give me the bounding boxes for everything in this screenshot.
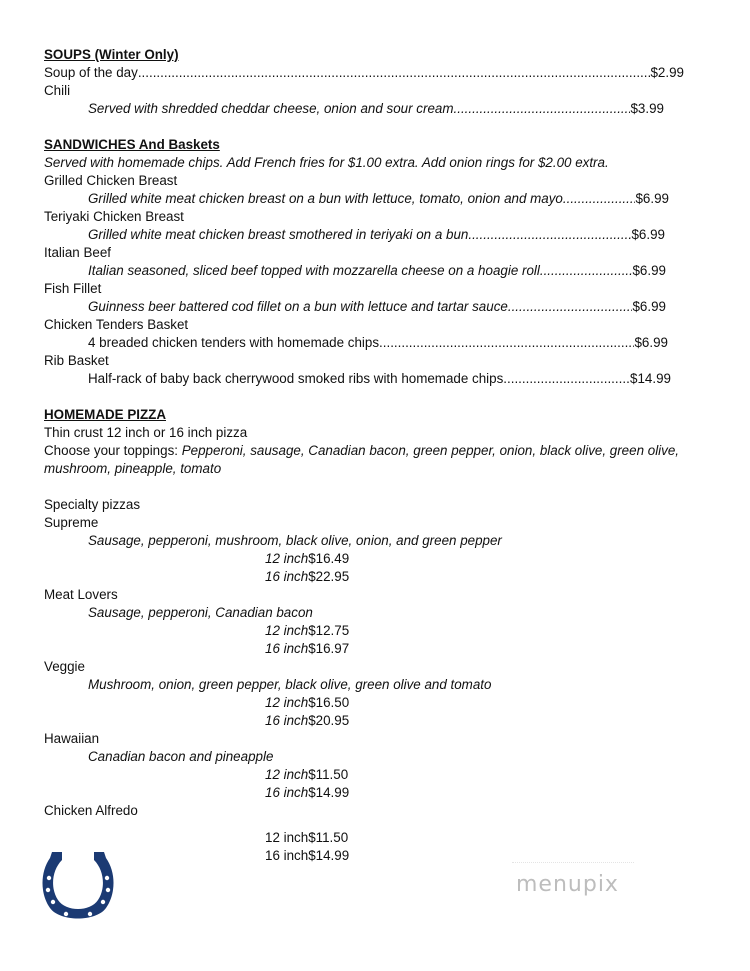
specialty-label: Specialty pizzas xyxy=(44,497,141,512)
item-price: $6.99 xyxy=(631,227,665,242)
size-label: 12 inch xyxy=(265,551,309,566)
menu-item-grilled-chicken xyxy=(44,190,669,208)
item-name: Supreme xyxy=(44,515,99,530)
item-desc: 4 breaded chicken tenders with homemade chips xyxy=(88,335,380,350)
size-label: 16 inch xyxy=(265,785,309,800)
size-label: 16 inch xyxy=(265,641,309,656)
price-row-12 xyxy=(265,766,631,784)
menupix-watermark: menupix xyxy=(516,872,619,897)
item-name: Meat Lovers xyxy=(44,587,118,602)
price-row-12 xyxy=(265,622,631,640)
menu-item-fish-fillet xyxy=(44,298,666,316)
size-label: 16 inch xyxy=(265,713,309,728)
menu-item-soup-of-the-day xyxy=(44,64,684,82)
item-price: $14.99 xyxy=(630,371,671,386)
item-price: $12.75 xyxy=(308,623,350,638)
item-desc: Sausage, pepperoni, Canadian bacon xyxy=(88,605,313,620)
item-name: Grilled Chicken Breast xyxy=(44,173,178,188)
size-label: 12 inch xyxy=(265,695,309,710)
menu-item-chili xyxy=(44,100,664,118)
pizza-toppings xyxy=(44,442,684,478)
item-price: $2.99 xyxy=(650,65,684,80)
leader-dots xyxy=(454,100,631,118)
price-row-12 xyxy=(265,829,633,847)
size-label: 12 inch xyxy=(265,830,309,845)
item-price: $14.99 xyxy=(308,848,350,863)
item-price: $16.49 xyxy=(308,551,350,566)
menu-item-rib-basket xyxy=(44,370,671,388)
price-row-16 xyxy=(265,784,631,802)
sandwiches-heading: SANDWICHES And Baskets xyxy=(44,137,220,152)
leader-dots xyxy=(563,190,636,208)
item-desc: Canadian bacon and pineapple xyxy=(88,749,274,764)
leader-dots xyxy=(379,334,634,352)
horseshoe-logo-icon xyxy=(40,848,116,926)
price-row-16 xyxy=(265,712,631,730)
item-price: $16.97 xyxy=(308,641,350,656)
item-name: Teriyaki Chicken Breast xyxy=(44,209,184,224)
item-price: $3.99 xyxy=(630,101,664,116)
price-row-16 xyxy=(265,568,631,586)
leader-dots xyxy=(468,226,631,244)
soups-heading: SOUPS (Winter Only) xyxy=(44,47,179,62)
leader-dots xyxy=(508,298,633,316)
item-price: $6.99 xyxy=(634,335,668,350)
size-label: 16 inch xyxy=(265,848,309,863)
sandwiches-note: Served with homemade chips. Add French fries for $1.00 extra. Add onion rings for $2.00 extra. xyxy=(44,155,609,170)
item-name: Soup of the day xyxy=(44,65,138,80)
item-desc: Half-rack of baby back cherrywood smoked ribs with homemade chips xyxy=(88,371,504,386)
item-desc: Sausage, pepperoni, mushroom, black olive, onion, and green pepper xyxy=(88,533,502,548)
leader-dots xyxy=(503,370,630,388)
menu-page xyxy=(44,46,684,865)
price-row-12 xyxy=(265,550,631,568)
item-price: $22.95 xyxy=(308,569,350,584)
menu-item-teriyaki-chicken xyxy=(44,226,665,244)
item-price: $6.99 xyxy=(632,299,666,314)
toppings-label: Choose your toppings: xyxy=(44,443,182,458)
watermark-divider xyxy=(512,862,634,863)
price-row-16 xyxy=(265,640,631,658)
size-label: 12 inch xyxy=(265,623,309,638)
size-label: 12 inch xyxy=(265,767,309,782)
item-price: $6.99 xyxy=(632,263,666,278)
pizza-crust: Thin crust 12 inch or 16 inch pizza xyxy=(44,425,248,440)
item-name: Chicken Tenders Basket xyxy=(44,317,189,332)
toppings-list: Pepperoni, sausage, Canadian bacon, green pepper, onion, black olive, green olive, mushroom, pineapple, tomato xyxy=(44,443,680,476)
item-desc: Grilled white meat chicken breast on a bun with lettuce, tomato, onion and mayo xyxy=(88,191,563,206)
item-name: Veggie xyxy=(44,659,85,674)
item-name-chili: Chili xyxy=(44,83,71,98)
item-price: $16.50 xyxy=(308,695,350,710)
item-desc: Grilled white meat chicken breast smothered in teriyaki on a bun xyxy=(88,227,469,242)
item-name: Chicken Alfredo xyxy=(44,803,138,818)
item-price: $11.50 xyxy=(308,767,349,782)
price-row-12 xyxy=(265,694,631,712)
item-desc: Served with shredded cheddar cheese, onion and sour cream xyxy=(88,101,454,116)
item-desc: Guinness beer battered cod fillet on a bun with lettuce and tartar sauce xyxy=(88,299,508,314)
item-desc: Mushroom, onion, green pepper, black olive, green olive and tomato xyxy=(88,677,492,692)
item-price: $14.99 xyxy=(308,785,350,800)
item-price: $20.95 xyxy=(308,713,350,728)
item-desc: Italian seasoned, sliced beef topped with mozzarella cheese on a hoagie roll xyxy=(88,263,540,278)
item-name: Fish Fillet xyxy=(44,281,102,296)
menu-item-italian-beef xyxy=(44,262,666,280)
menu-item-chicken-tenders xyxy=(44,334,668,352)
item-name: Rib Basket xyxy=(44,353,109,368)
item-price: $6.99 xyxy=(635,191,669,206)
item-name: Italian Beef xyxy=(44,245,111,260)
leader-dots xyxy=(540,262,633,280)
leader-dots xyxy=(138,64,651,82)
item-price: $11.50 xyxy=(308,830,349,845)
size-label: 16 inch xyxy=(265,569,309,584)
item-name: Hawaiian xyxy=(44,731,100,746)
pizza-heading: HOMEMADE PIZZA xyxy=(44,407,166,422)
